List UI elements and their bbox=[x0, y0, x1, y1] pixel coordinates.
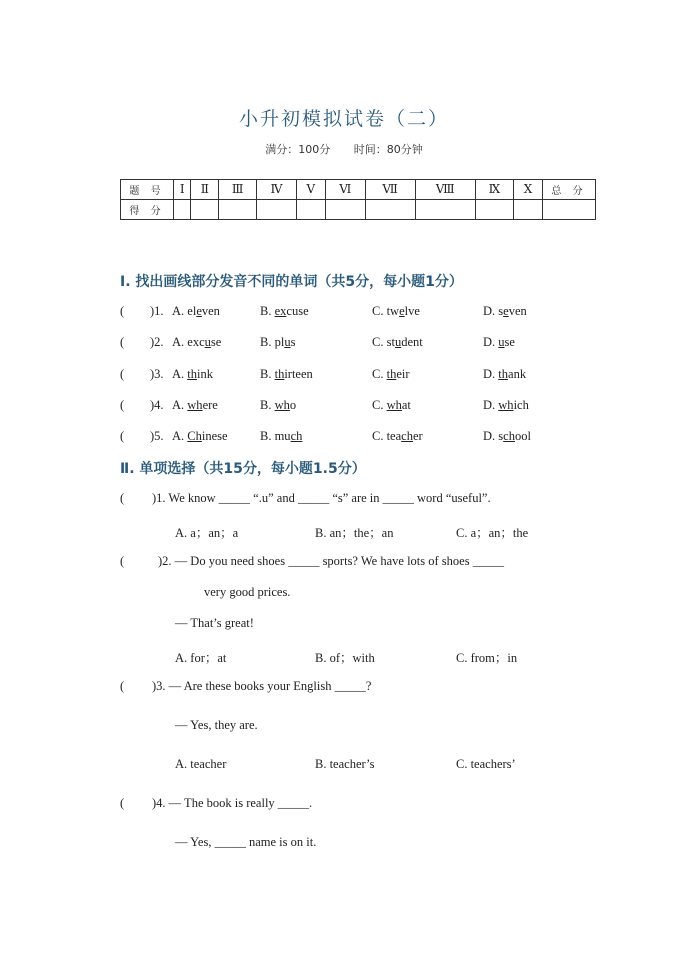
answer-paren[interactable]: ( bbox=[120, 367, 125, 381]
col-10: Ⅹ bbox=[514, 180, 543, 200]
option-b bbox=[260, 398, 296, 413]
score-cell[interactable] bbox=[543, 200, 596, 220]
answer-paren[interactable]: ( bbox=[120, 398, 125, 412]
option-a: A. teacher bbox=[175, 757, 227, 771]
option-a bbox=[172, 367, 213, 382]
col-1: Ⅰ bbox=[174, 180, 191, 200]
option-text: A. exc bbox=[172, 335, 205, 349]
row-label-number: 题 号 bbox=[121, 180, 174, 200]
option-a: A. for；at bbox=[175, 651, 227, 665]
option-text: D. s bbox=[483, 429, 504, 443]
option-text: cuse bbox=[286, 304, 309, 318]
full-marks: 满分：100分 bbox=[265, 143, 331, 156]
answer-paren[interactable]: ( bbox=[120, 335, 125, 349]
option-text: lve bbox=[404, 304, 420, 318]
exam-info bbox=[0, 141, 688, 157]
col-8: Ⅷ bbox=[415, 180, 475, 200]
underlined-sound: th bbox=[274, 367, 285, 381]
option-text: B. bbox=[260, 367, 275, 381]
option-text: B. mu bbox=[260, 429, 291, 443]
question-stem: )3. — Are these books your English _____? bbox=[152, 679, 372, 693]
option-text: ink bbox=[197, 367, 213, 381]
underlined-sound: ch bbox=[290, 429, 303, 443]
col-3: Ⅲ bbox=[219, 180, 257, 200]
option-text: dent bbox=[401, 335, 423, 349]
score-cell[interactable] bbox=[296, 200, 325, 220]
question-stem: )2. — Do you need shoes _____ sports? We have lots of shoes _____ bbox=[158, 554, 504, 568]
underlined-sound: wh bbox=[187, 398, 203, 412]
option-text: D. s bbox=[483, 304, 504, 318]
option-c bbox=[372, 429, 423, 444]
dialogue-reply: — That’s great! bbox=[175, 616, 254, 630]
col-2: Ⅱ bbox=[191, 180, 219, 200]
option-text: at bbox=[401, 398, 411, 412]
score-cell[interactable] bbox=[219, 200, 257, 220]
option-text: C. tw bbox=[372, 304, 400, 318]
underlined-sound: Ch bbox=[187, 429, 202, 443]
option-a bbox=[172, 335, 221, 350]
option-d bbox=[483, 304, 527, 319]
option-b bbox=[260, 367, 313, 382]
option-text: se bbox=[210, 335, 222, 349]
col-total: 总 分 bbox=[543, 180, 596, 200]
col-9: Ⅸ bbox=[475, 180, 513, 200]
section-2-title: Ⅱ. 单项选择（共15分，每小题1.5分） bbox=[120, 461, 366, 477]
option-text: A. bbox=[172, 398, 188, 412]
option-text: s bbox=[290, 335, 296, 349]
option-b bbox=[260, 304, 309, 319]
option-d bbox=[483, 335, 515, 350]
option-text: C. bbox=[372, 367, 387, 381]
option-c: C. a；an；the bbox=[456, 526, 529, 540]
option-text: inese bbox=[201, 429, 228, 443]
underlined-sound: wh bbox=[498, 398, 514, 412]
option-text: ven bbox=[201, 304, 220, 318]
option-b bbox=[260, 335, 295, 350]
underlined-sound: ch bbox=[503, 429, 515, 443]
option-text: A. el bbox=[172, 304, 197, 318]
option-c bbox=[372, 398, 411, 413]
option-c: C. teachers’ bbox=[456, 757, 516, 771]
dialogue-reply: — Yes, _____ name is on it. bbox=[175, 835, 317, 849]
option-c bbox=[372, 367, 410, 382]
option-text: D. bbox=[483, 335, 499, 349]
option-text: B. pl bbox=[260, 335, 285, 349]
option-text: ool bbox=[514, 429, 531, 443]
option-text: C. bbox=[372, 398, 387, 412]
score-cell[interactable] bbox=[191, 200, 219, 220]
option-b: B. of；with bbox=[315, 651, 375, 665]
underlined-sound: wh bbox=[274, 398, 290, 412]
underlined-sound: e bbox=[399, 304, 405, 318]
option-c bbox=[372, 335, 423, 350]
answer-paren[interactable]: ( bbox=[120, 491, 125, 505]
score-table bbox=[120, 179, 596, 220]
answer-paren[interactable]: ( bbox=[120, 796, 125, 810]
option-d bbox=[483, 429, 531, 444]
answer-paren[interactable]: ( bbox=[120, 304, 125, 318]
option-c bbox=[372, 304, 420, 319]
option-a bbox=[172, 398, 218, 413]
option-a: A. a；an；a bbox=[175, 526, 239, 540]
option-b: B. teacher’s bbox=[315, 757, 375, 771]
option-a bbox=[172, 429, 228, 444]
underlined-sound: e bbox=[196, 304, 202, 318]
option-d bbox=[483, 367, 526, 382]
col-7: Ⅶ bbox=[365, 180, 415, 200]
section-1-title: Ⅰ. 找出画线部分发音不同的单词（共5分，每小题1分） bbox=[120, 274, 463, 290]
answer-paren[interactable]: ( bbox=[120, 679, 125, 693]
question-stem: )1. We know _____ “.u” and _____ “s” are in _____ word “useful”. bbox=[152, 491, 491, 505]
question-number: )5. bbox=[150, 429, 164, 443]
answer-paren[interactable]: ( bbox=[120, 554, 125, 568]
option-text: irteen bbox=[284, 367, 313, 381]
option-text: B. bbox=[260, 398, 275, 412]
underlined-sound: u bbox=[394, 335, 402, 349]
option-text: er bbox=[412, 429, 423, 443]
underlined-sound: e bbox=[503, 304, 509, 318]
option-c: C. from；in bbox=[456, 651, 518, 665]
score-cell[interactable] bbox=[365, 200, 415, 220]
option-text: se bbox=[504, 335, 515, 349]
option-d bbox=[483, 398, 529, 413]
option-text: ich bbox=[513, 398, 529, 412]
underlined-sound: ex bbox=[274, 304, 287, 318]
score-cell[interactable] bbox=[174, 200, 191, 220]
question-stem: )4. — The book is really _____. bbox=[152, 796, 313, 810]
option-text: B. bbox=[260, 304, 275, 318]
option-text: D. bbox=[483, 398, 499, 412]
option-b bbox=[260, 429, 302, 444]
col-4: Ⅳ bbox=[257, 180, 296, 200]
underlined-sound: wh bbox=[386, 398, 402, 412]
option-b: B. an；the；an bbox=[315, 526, 394, 540]
option-text: o bbox=[289, 398, 297, 412]
option-text: C. st bbox=[372, 335, 395, 349]
underlined-sound: u bbox=[498, 335, 505, 349]
option-text: C. tea bbox=[372, 429, 402, 443]
question-number: )3. bbox=[150, 367, 164, 381]
answer-paren[interactable]: ( bbox=[120, 429, 125, 443]
option-text: ven bbox=[508, 304, 527, 318]
question-number: )2. bbox=[150, 335, 164, 349]
page-title: 小升初模拟试卷（二） bbox=[238, 108, 449, 130]
option-text: A. bbox=[172, 429, 188, 443]
score-cell[interactable] bbox=[325, 200, 365, 220]
option-a bbox=[172, 304, 220, 319]
underlined-sound: th bbox=[187, 367, 198, 381]
question-number: )4. bbox=[150, 398, 164, 412]
question-stem-line2: very good prices. bbox=[204, 585, 291, 599]
underlined-sound: th bbox=[498, 367, 509, 381]
col-5: Ⅴ bbox=[296, 180, 325, 200]
score-cell[interactable] bbox=[514, 200, 543, 220]
option-text: ank bbox=[508, 367, 527, 381]
underlined-sound: th bbox=[386, 367, 397, 381]
score-cell[interactable] bbox=[475, 200, 513, 220]
underlined-sound: u bbox=[284, 335, 291, 349]
question-number: )1. bbox=[150, 304, 164, 318]
option-text: D. bbox=[483, 367, 499, 381]
option-text: ere bbox=[202, 398, 218, 412]
underlined-sound: u bbox=[204, 335, 211, 349]
option-text: A. bbox=[172, 367, 188, 381]
score-cell[interactable] bbox=[415, 200, 475, 220]
underlined-sound: ch bbox=[401, 429, 413, 443]
dialogue-reply: — Yes, they are. bbox=[175, 718, 258, 732]
row-label-score: 得 分 bbox=[121, 200, 174, 220]
option-text: eir bbox=[396, 367, 410, 381]
score-cell[interactable] bbox=[257, 200, 296, 220]
col-6: Ⅵ bbox=[325, 180, 365, 200]
exam-time: 时间：80分钟 bbox=[353, 143, 423, 156]
